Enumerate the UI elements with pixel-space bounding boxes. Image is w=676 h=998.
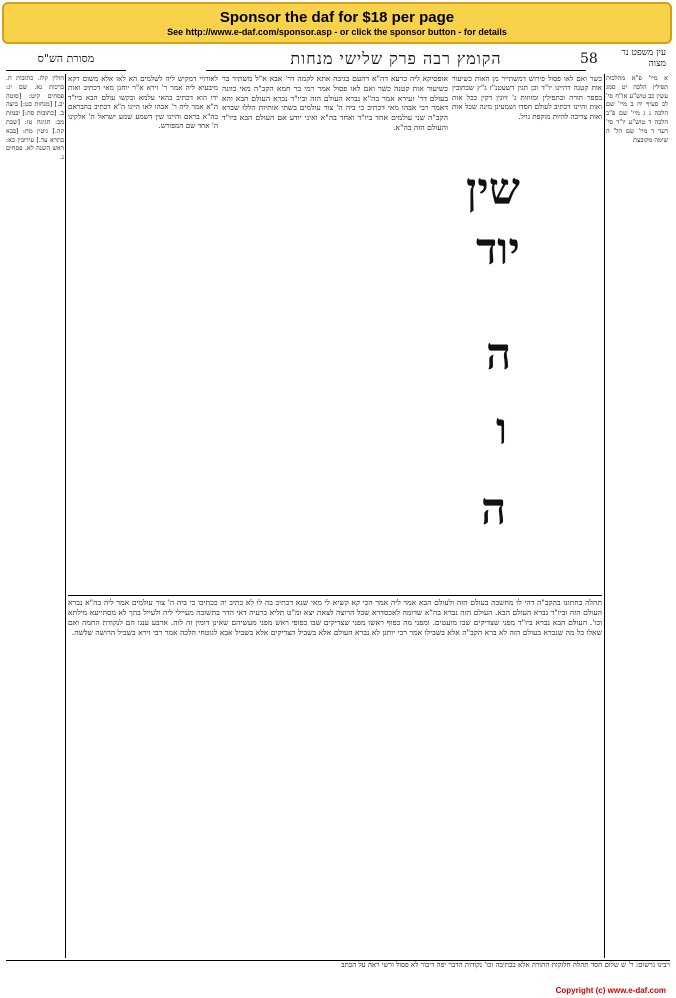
footer-text: רבינו גרשום: ר' ש שלום חסד תהלה חלוקות התורה אלא בכתיבה וכו' נקודות הדבר יפה דיבור לא פסול ורשי ראה על הכתב: [341, 961, 670, 969]
gemara-column: [222, 74, 448, 594]
letter-he-1: ה: [486, 329, 512, 380]
ein-mishpat-column: [606, 74, 668, 984]
gemara-bottom-text: תהלה בחתונו בהקב"ה דהי לו מחשבה בעולם הזה ולעולם הבא אמר ליה אמר הכי קא קשיא לי מאי שנא דכתיב בה לו לא כתיב יה ככתיבו כי ביה ה' צור עולמים אמר ליה בה"א נברא העולם הזה וביו"ד נברא העולם הבא. העולם הזה נברא בה"א שדומה לאכסדרא שכל הרוצה לצאת יצא ומ"ט תליא כרעיה דאי הדר בתשובה מעיילי ליה ולעייל בהך לא מסתייעא מילתא וכו'. העולם הבא נברא ביו"ד מפני שצדיקים שבו מועטים. ומפני מה כפוף ראשו מפני שצדיקים שבו כפופי ראש מפני מעשיהם שאינן דומין זה לזה. ארבע ענגו הם לנקודת החמה ואם שאלו כל מה שנברא בעולם הזה לא ברא הקב"ה אלא בשבילו אמר רבי יוחנן לא נברא העולם אלא בשביל הצדיקים אלא בשביל אבא לגוטחי הלכה אמר רבי זירא בשביל הרושה שלשה.: [68, 598, 602, 637]
sponsor-title[interactable]: Sponsor the daf for $18 per page: [219, 9, 455, 26]
page-title: הקומץ רבה פרק שלישי מנחות: [206, 48, 586, 71]
letter-shin: שין: [466, 164, 520, 215]
column-divider: [65, 74, 66, 958]
section-divider: [68, 595, 602, 596]
mesorah-text: חולין קלז. כתובות ח. ברכות נא. שם יג: פסחים קיט: [סוטה יב.] [מנחות כט:] ביצה ב. [כתובות סה:] יבמות מב: חגיגה טז: [שבת קה.] גיטין מח: [בבא בתרא עד.] עירובין כא: ראש השנה לא. פסחים נ.: [6, 74, 64, 162]
tosafot-column: [68, 74, 218, 594]
tosafot-text: לאורויי דמקיש ליה לשלמים הא לאו אלא משום דקא מיבעיא ליה אמר ר' זירא א"ר יוחנן מאי דכתיב ואות ידו הוא דכתיב בהאי עלמא ובקשו עולם הבא ביו"ד ה"א אמר ליה ר' אבהו לאו היינו ה"א דכתיב בהבראם בה"א בראם והיינו שין דשמע שמע ישראל ה' אלקינו ה' אחד שם המפורש.: [68, 74, 218, 131]
letter-vav: ו: [496, 404, 508, 455]
gemara-text: אופסיקא ליה כרעא דה"א דהעם בגיבה אתא לקמה דר' אבא א"ל משתיר בר כשיעור אות קטנה כשר ואם לאו פסול אמר רמי בר חמא הקב"ה מאי כוונה בעולם דר' זעירא אמר בה"א נברא העולם הזה וביו"ד נברא העולם הבא והא דאמר רבי אבהו מאי דכתיב כי ביה ה' צור עולמים בשתי אותיות הללו שברא הקב"ה שני עולמים אחד ביו"ד ואחד בה"א ואיני יודע אם העולם הבא ביו"ד והעולם הזה בה"א.: [222, 74, 448, 132]
letter-yod: יוד: [476, 224, 520, 275]
rashi-text: כשר ואם לאו פסול פירוש דמשתייר מן האות כשיעור אות קטנה דהיינו יו"ד וכן תגין דשעטנ"ז ג"ץ שכתובין בספר תורה ובתפילין ומזוזות ג' זיונין דקין בכל אות ואות והיינו דכתיב לעולם חסדו ושמעינן מינה שכל אות ואות צריכה להיות מוקפת גויל.: [452, 74, 602, 121]
rashi-column: [452, 74, 602, 594]
mesorah-header: מסורת הש"ס: [6, 48, 126, 71]
gemara-bottom: [68, 598, 602, 958]
talmud-page: [6, 48, 670, 986]
sponsor-banner[interactable]: [2, 2, 672, 44]
letter-he-2: ה: [481, 484, 507, 535]
mesorah-column: [6, 74, 64, 984]
page-number: 58: [580, 51, 598, 67]
column-divider: [604, 74, 605, 958]
ein-mishpat-text: א מיי' פ"א מהלכות תפילין הלכה יט סמג עשין כב טוש"ע או"ח סי' לב סעיף יח ב מיי' שם הלכה ג ג מיי' שם פ"ב הלכה ד טוש"ע יו"ד סי' רעד ד מיי' שם הל' ה שימה מקובצת: [606, 74, 668, 144]
copyright-link[interactable]: Copyright (c) www.e-daf.com: [555, 986, 666, 995]
page-footer: [6, 960, 670, 981]
ein-mishpat-header: עין משפט נר מצוה: [621, 48, 666, 69]
sponsor-subtitle[interactable]: See http://www.e-daf.com/sponsor.asp - or click the sponsor button - for details: [167, 27, 507, 37]
